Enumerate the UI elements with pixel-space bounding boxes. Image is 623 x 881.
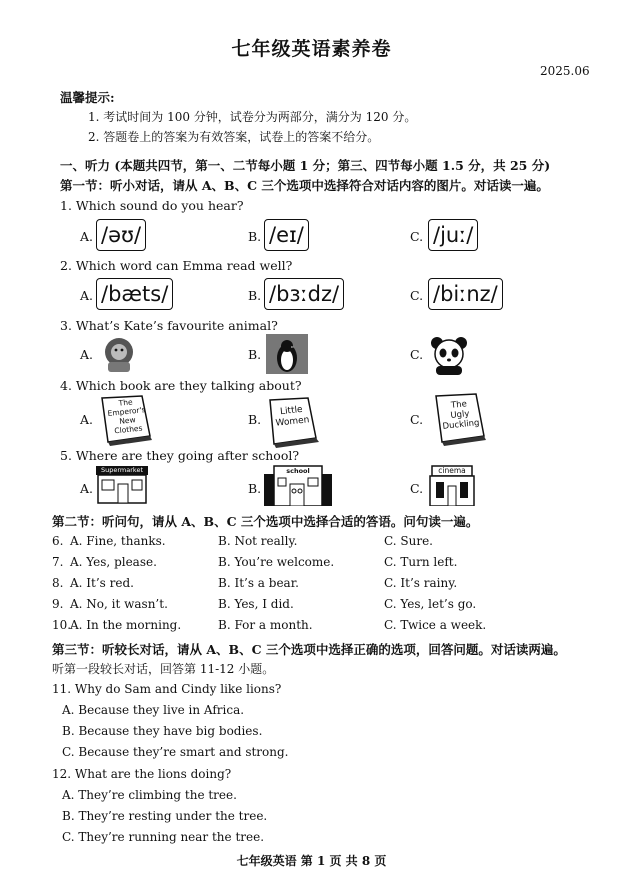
q6-option-a[interactable]: A. Fine, thanks.	[70, 534, 166, 548]
cinema-sign: cinema	[438, 466, 466, 475]
q10-option-b[interactable]: B. For a month.	[218, 618, 313, 632]
lion-icon[interactable]	[96, 334, 142, 374]
q3-option-b-label: B.	[248, 347, 262, 362]
book-c-line-3: Duckling	[442, 418, 480, 432]
q12-option-b[interactable]: B. They’re resting under the tree.	[62, 809, 268, 823]
book-emperors-new-clothes[interactable]	[94, 394, 154, 446]
q8-option-a[interactable]: A. It’s red.	[70, 576, 134, 590]
book-a-line-2: Emperor's	[107, 405, 146, 418]
q4-option-c-label: C.	[410, 412, 424, 427]
q2-option-a-phonetic[interactable]: /bæts/	[96, 278, 173, 310]
q8-option-c[interactable]: C. It’s rainy.	[384, 576, 458, 590]
q10-option-a[interactable]: A. In the morning.	[70, 618, 182, 632]
penguin-icon[interactable]	[266, 334, 308, 374]
panda-icon[interactable]	[428, 334, 470, 376]
school-building[interactable]	[264, 464, 332, 506]
supermarket-sign: Supermarket	[101, 466, 143, 474]
school-sign: school	[286, 467, 310, 475]
q9-option-c[interactable]: C. Yes, let’s go.	[384, 597, 477, 611]
q1-option-a-phonetic[interactable]: /əʊ/	[96, 219, 146, 251]
q5-option-a-label: A.	[80, 481, 94, 496]
book-a-line-4: Clothes	[113, 423, 143, 436]
q2-option-c-phonetic[interactable]: /biːnz/	[428, 278, 503, 310]
q6-number: 6.	[52, 534, 64, 548]
book-ugly-duckling[interactable]	[428, 392, 488, 446]
q6-option-b[interactable]: B. Not really.	[218, 534, 298, 548]
q5-option-b-label: B.	[248, 481, 262, 496]
notice-item-1: 1. 考试时间为 100 分钟，试卷分为两部分，满分为 120 分。	[88, 110, 417, 124]
question-12-stem: 12. What are the lions doing?	[52, 767, 232, 781]
book-b-line-1: Little	[279, 404, 304, 418]
supermarket-building[interactable]	[94, 464, 150, 504]
q1-option-c-phonetic[interactable]: /juː/	[428, 219, 478, 251]
q11-option-a[interactable]: A. Because they live in Africa.	[62, 703, 245, 717]
cinema-building[interactable]	[428, 464, 476, 506]
book-c-line-2: Ugly	[450, 409, 470, 421]
q8-number: 8.	[52, 576, 64, 590]
question-4-stem: 4. Which book are they talking about?	[60, 378, 302, 393]
exam-date: 2025.06	[540, 64, 590, 78]
page-title: 七年级英语素养卷	[231, 38, 392, 60]
book-b-line-2: Women	[275, 415, 310, 429]
q1-option-a-label: A.	[80, 229, 94, 244]
section2-instruction: 第二节：听问句，请从 A、B、C 三个选项中选择合适的答语。问句读一遍。	[52, 514, 479, 529]
q7-option-a[interactable]: A. Yes, please.	[70, 555, 157, 569]
section3-instruction: 第三节：听较长对话，请从 A、B、C 三个选项中选择正确的选项，回答问题。对话读两遍。	[52, 642, 566, 657]
q11-option-b[interactable]: B. Because they have big bodies.	[62, 724, 263, 738]
book-little-women[interactable]	[264, 396, 322, 448]
q10-number: 10.	[52, 618, 72, 632]
q10-option-c[interactable]: C. Twice a week.	[384, 618, 487, 632]
q2-option-b-label: B.	[248, 288, 262, 303]
section1-instruction: 第一节：听小对话，请从 A、B、C 三个选项中选择符合对话内容的图片。对话读一遍。	[60, 178, 549, 193]
q11-option-c[interactable]: C. Because they’re smart and strong.	[62, 745, 289, 759]
book-c-line-1: The	[450, 399, 468, 411]
q7-option-c[interactable]: C. Turn left.	[384, 555, 458, 569]
q9-option-b[interactable]: B. Yes, I did.	[218, 597, 294, 611]
q4-option-a-label: A.	[80, 412, 94, 427]
notice-item-2: 2. 答题卷上的答案为有效答案，试卷上的答案不给分。	[88, 130, 380, 144]
book-a-line-1: The	[118, 397, 133, 408]
q7-number: 7.	[52, 555, 64, 569]
q12-option-c[interactable]: C. They’re running near the tree.	[62, 830, 265, 844]
q8-option-b[interactable]: B. It’s a bear.	[218, 576, 299, 590]
q4-option-b-label: B.	[248, 412, 262, 427]
q9-number: 9.	[52, 597, 64, 611]
question-3-stem: 3. What’s Kate’s favourite animal?	[60, 318, 278, 333]
q1-option-b-label: B.	[248, 229, 262, 244]
section3-subinstruction: 听第一段较长对话，回答第 11-12 小题。	[52, 662, 275, 676]
question-1-stem: 1. Which sound do you hear?	[60, 198, 244, 213]
notice-heading: 温馨提示:	[60, 90, 115, 105]
q2-option-a-label: A.	[80, 288, 94, 303]
page-footer: 七年级英语 第 1 页 共 8 页	[236, 854, 387, 868]
q9-option-a[interactable]: A. No, it wasn’t.	[70, 597, 168, 611]
q12-option-a[interactable]: A. They’re climbing the tree.	[62, 788, 237, 802]
q2-option-b-phonetic[interactable]: /bɜːdz/	[264, 278, 344, 310]
question-11-stem: 11. Why do Sam and Cindy like lions?	[52, 682, 282, 696]
q6-option-c[interactable]: C. Sure.	[384, 534, 433, 548]
question-5-stem: 5. Where are they going after school?	[60, 448, 300, 463]
question-2-stem: 2. Which word can Emma read well?	[60, 258, 293, 273]
q7-option-b[interactable]: B. You’re welcome.	[218, 555, 335, 569]
q3-option-c-label: C.	[410, 347, 424, 362]
q1-option-c-label: C.	[410, 229, 424, 244]
part1-heading: 一、听力 (本题共四节，第一、二节每小题 1 分；第三、四节每小题 1.5 分，共 25 分)	[60, 158, 551, 173]
q3-option-a-label: A.	[80, 347, 94, 362]
q5-option-c-label: C.	[410, 481, 424, 496]
q1-option-b-phonetic[interactable]: /eɪ/	[264, 219, 309, 251]
book-a-line-3: New	[118, 415, 137, 426]
q2-option-c-label: C.	[410, 288, 424, 303]
